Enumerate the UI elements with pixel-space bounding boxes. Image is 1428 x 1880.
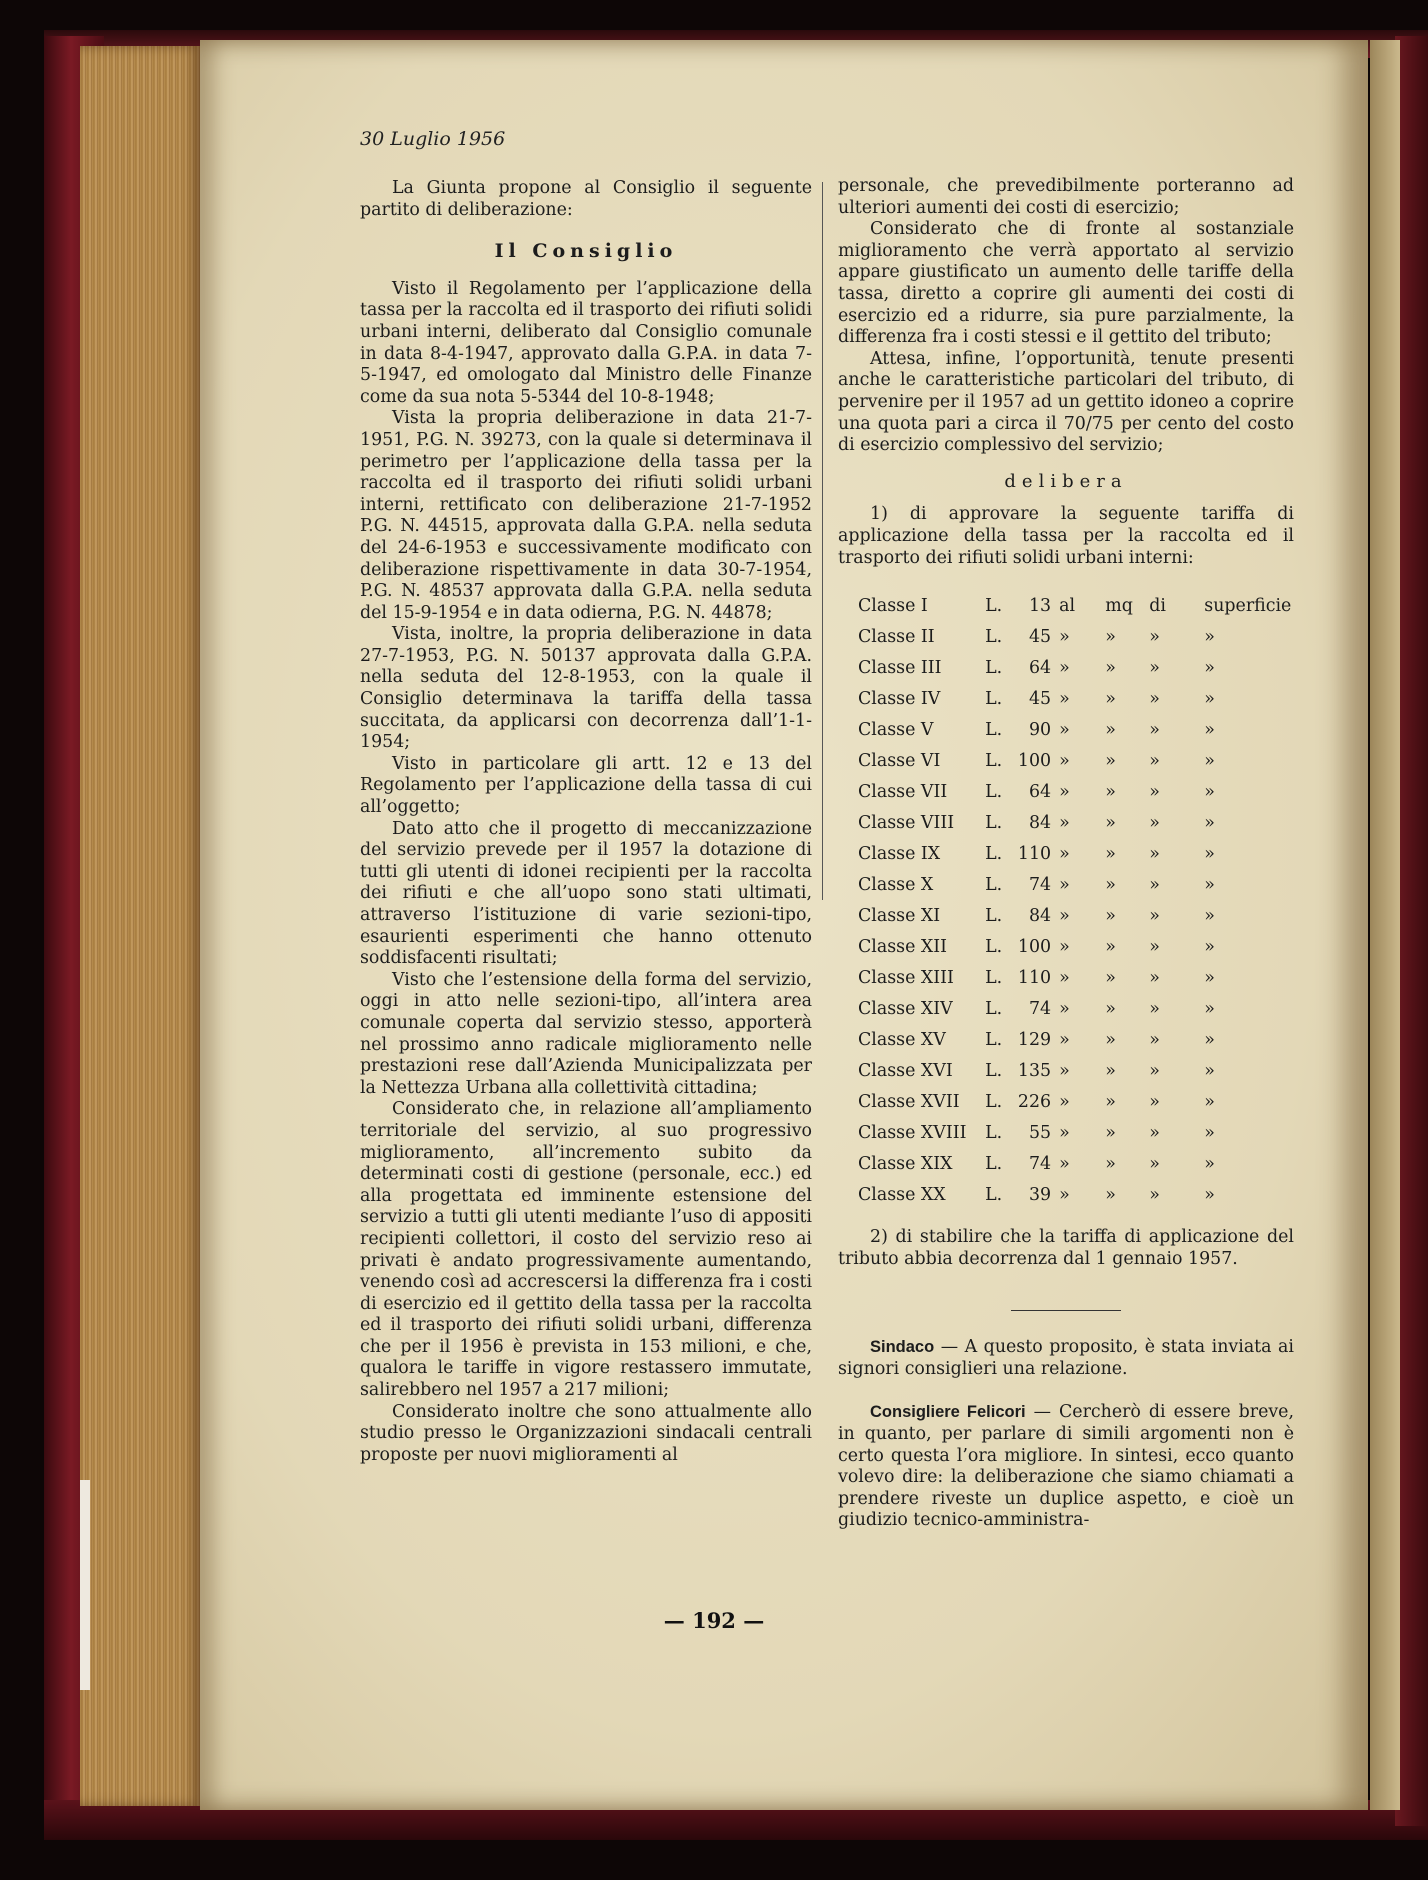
tariff-amount-cell: 74 xyxy=(1028,874,1052,895)
tariff-row xyxy=(858,1149,1294,1180)
page-number: — 192 — xyxy=(663,1608,765,1633)
tariff-c4-cell: » xyxy=(1204,812,1215,833)
tariff-c3-cell: » xyxy=(1149,936,1160,957)
tariff-l-cell: L. xyxy=(985,1029,1003,1050)
tariff-amount-cell: 84 xyxy=(1028,905,1052,926)
tariff-l-cell: L. xyxy=(985,750,1003,771)
paragraph: Visto il Regolamento per l’applicazione della tassa per la raccolta ed il trasporto dei rifiuti solidi urbani interni, deliberato dal Consiglio comunale in data 8-4-1947, approvato dalla G.P.A. in data 7-5-1947, ed omologato dal Ministro delle Finanze come da sua nota 5-5344 del 10-8-1948; xyxy=(360,278,812,407)
tariff-c4-cell: » xyxy=(1204,905,1215,926)
tariff-classe-cell: Classe XVII xyxy=(858,1091,960,1112)
point-1: 1) di approvare la seguente tariffa di applicazione della tassa per la raccolta ed il trasporto dei rifiuti solidi urbani interni: xyxy=(838,504,1294,568)
tariff-c2-cell: » xyxy=(1105,1060,1116,1081)
tariff-c1-cell: » xyxy=(1059,1153,1070,1174)
tariff-amount-cell: 84 xyxy=(1028,812,1052,833)
tariff-row xyxy=(858,1025,1294,1056)
tariff-row xyxy=(858,1118,1294,1149)
tariff-c1-cell: » xyxy=(1059,688,1070,709)
tariff-classe-cell: Classe II xyxy=(858,626,935,647)
tariff-c1-cell: » xyxy=(1059,719,1070,740)
tariff-c3-cell: » xyxy=(1149,1184,1160,1205)
paragraph: Vista la propria deliberazione in data 21-7-1951, P.G. N. 39273, con la quale si determinava il perimetro per l’applicazione della tassa per la raccolta ed il trasporto dei rifiuti solidi urbani interni, rettificato con deliberazione 21-7-1952 P.G. N. 44515, approvata dalla G.P.A. nella seduta del 24-6-1953 e successivamente modificato con deliberazione rispettivamente in data 30-7-1954, P.G. N. 48537 approvata dalla G.P.A. nella seduta del 15-9-1954 e in data odierna, P.G. N. 44878; xyxy=(360,408,812,623)
tariff-amount-cell: 226 xyxy=(1017,1091,1052,1112)
tariff-c3-cell: » xyxy=(1149,719,1160,740)
tariff-c1-cell: » xyxy=(1059,998,1070,1019)
tariff-l-cell: L. xyxy=(985,1184,1003,1205)
tariff-c2-cell: » xyxy=(1105,936,1116,957)
tariff-c3-cell: » xyxy=(1149,1153,1160,1174)
tariff-l-cell: L. xyxy=(985,719,1003,740)
tariff-l-cell: L. xyxy=(985,1122,1003,1143)
paragraph: Considerato che, in relazione all’ampliamento territoriale del servizio, al suo progressivo miglioramento, all’incremento subito da determinati costi di gestione (personale, ecc.) ed alla progettata ed imminente estensione del servizio a tutti gli utenti mediante l’uso di appositi recipienti collettori, il costo del servizio reso ai privati è andato progressivamente aumentando, venendo così ad accrescersi la differenza fra i costi di esercizio ed il gettito della tassa per la raccolta ed il trasporto dei rifiuti solidi urbani, differenza che per il 1956 è prevista in 153 milioni, e che, qualora le tariffe in vigore restassero immutate, salirebbero nel 1957 a 217 milioni; xyxy=(360,1099,813,1401)
tariff-l-cell: L. xyxy=(985,905,1003,926)
tariff-classe-cell: Classe VII xyxy=(858,781,948,802)
tariff-classe-cell: Classe XIV xyxy=(858,998,953,1019)
tariff-c3-cell: » xyxy=(1149,750,1160,771)
tariff-row xyxy=(858,777,1294,808)
speech-felicori xyxy=(838,1402,1294,1532)
tariff-l-cell: L. xyxy=(985,874,1003,895)
tariff-row xyxy=(858,746,1294,777)
separator-line xyxy=(1011,1310,1121,1311)
tariff-c2-cell: » xyxy=(1105,719,1116,740)
tariff-c4-cell: superficie xyxy=(1204,595,1292,616)
tariff-amount-cell: 64 xyxy=(1028,657,1052,678)
tariff-c1-cell: » xyxy=(1059,967,1070,988)
tariff-c2-cell: » xyxy=(1105,1091,1116,1112)
tariff-c3-cell: » xyxy=(1149,905,1160,926)
tariff-row xyxy=(858,1056,1294,1087)
tariff-amount-cell: 110 xyxy=(1017,967,1052,988)
tariff-l-cell: L. xyxy=(985,936,1003,957)
tariff-row xyxy=(858,932,1294,963)
tariff-classe-cell: Classe VI xyxy=(858,750,941,771)
tariff-classe-cell: Classe I xyxy=(858,595,928,616)
tariff-c2-cell: » xyxy=(1105,998,1116,1019)
speech-sindaco xyxy=(838,1337,1294,1380)
tariff-l-cell: L. xyxy=(985,688,1003,709)
tariff-c2-cell: » xyxy=(1105,688,1116,709)
tariff-classe-cell: Classe XX xyxy=(858,1184,946,1205)
tariff-c4-cell: » xyxy=(1204,750,1215,771)
paragraph: Considerato inoltre che sono attualmente allo studio presso le Organizzazioni sindacali centrali proposte per nuovi miglioramenti al xyxy=(360,1401,812,1465)
tariff-c2-cell: » xyxy=(1105,812,1116,833)
tariff-classe-cell: Classe XV xyxy=(858,1029,946,1050)
tariff-c4-cell: » xyxy=(1204,874,1215,895)
tariff-classe-cell: Classe III xyxy=(858,657,942,678)
tariff-c2-cell: » xyxy=(1105,1153,1116,1174)
tariff-c1-cell: » xyxy=(1059,1184,1070,1205)
tariff-c3-cell: » xyxy=(1149,688,1160,709)
tariff-l-cell: L. xyxy=(985,998,1003,1019)
tariff-c3-cell: » xyxy=(1149,998,1160,1019)
tariff-l-cell: L. xyxy=(985,595,1003,616)
paragraph: personale, che prevedibilmente porteranno ad ulteriori aumenti dei costi di esercizio; xyxy=(838,176,1294,218)
tariff-c3-cell: » xyxy=(1149,1029,1160,1050)
tariff-c1-cell: al xyxy=(1059,595,1076,616)
tariff-row xyxy=(858,963,1294,994)
tariff-l-cell: L. xyxy=(985,1091,1003,1112)
tariff-l-cell: L. xyxy=(985,843,1003,864)
paragraph: Visto in particolare gli artt. 12 e 13 del Regolamento per l’applicazione della tassa di cui all’oggetto; xyxy=(360,753,812,818)
tariff-c2-cell: » xyxy=(1105,626,1116,647)
tariff-amount-cell: 74 xyxy=(1028,998,1052,1019)
tariff-classe-cell: Classe XVIII xyxy=(858,1122,967,1143)
tariff-c3-cell: » xyxy=(1149,1091,1160,1112)
tariff-c1-cell: » xyxy=(1059,781,1070,802)
tariff-c4-cell: » xyxy=(1204,1122,1215,1143)
tariff-classe-cell: Classe XVI xyxy=(858,1060,953,1081)
tariff-c3-cell: » xyxy=(1149,967,1160,988)
tariff-c4-cell: » xyxy=(1204,1184,1215,1205)
tariff-amount-cell: 45 xyxy=(1028,626,1052,647)
tariff-amount-cell: 45 xyxy=(1028,688,1052,709)
tariff-c4-cell: » xyxy=(1204,1029,1215,1050)
tariff-row xyxy=(858,808,1294,839)
tariff-l-cell: L. xyxy=(985,626,1003,647)
tariff-row xyxy=(858,1180,1294,1211)
tariff-classe-cell: Classe X xyxy=(858,874,934,895)
tariff-row xyxy=(858,870,1294,901)
right-column xyxy=(838,176,1294,1532)
tariff-c4-cell: » xyxy=(1204,626,1215,647)
tariff-l-cell: L. xyxy=(985,812,1003,833)
tariff-c2-cell: » xyxy=(1105,1122,1116,1143)
tariff-classe-cell: Classe V xyxy=(858,719,934,740)
tariff-c1-cell: » xyxy=(1059,657,1070,678)
tariff-c3-cell: » xyxy=(1149,812,1160,833)
tariff-c2-cell: mq xyxy=(1105,595,1133,616)
tariff-c1-cell: » xyxy=(1059,812,1070,833)
tariff-row xyxy=(858,839,1294,870)
consiglio-heading: Il Consiglio xyxy=(494,240,678,263)
tariff-table xyxy=(858,591,1294,1211)
tariff-c3-cell: » xyxy=(1149,874,1160,895)
tariff-c3-cell: » xyxy=(1149,781,1160,802)
tariff-c3-cell: » xyxy=(1149,843,1160,864)
tariff-c4-cell: » xyxy=(1204,781,1215,802)
tariff-c2-cell: » xyxy=(1105,1184,1116,1205)
header-date: 30 Luglio 1956 xyxy=(360,128,506,150)
tariff-amount-cell: 100 xyxy=(1017,936,1052,957)
tariff-c2-cell: » xyxy=(1105,843,1116,864)
paragraph: Considerato che di fronte al sostanziale miglioramento che verrà apportato al servizio appare giustificato un aumento delle tariffe della tassa, diretto a coprire gli aumenti dei costi di esercizio ed a ridurre, sia pure parzialmente, la differenza fra i costi stessi e il gettito del tributo; xyxy=(838,219,1294,348)
tariff-c1-cell: » xyxy=(1059,1091,1070,1112)
tariff-amount-cell: 90 xyxy=(1028,719,1052,740)
page-edges xyxy=(80,46,202,1806)
tariff-l-cell: L. xyxy=(985,657,1003,678)
tariff-c2-cell: » xyxy=(1105,967,1116,988)
paper-tab xyxy=(80,1480,90,1690)
tariff-table-body xyxy=(858,591,1294,1211)
tariff-c3-cell: » xyxy=(1149,1122,1160,1143)
tariff-c4-cell: » xyxy=(1204,719,1215,740)
tariff-c2-cell: » xyxy=(1105,874,1116,895)
paragraph: Attesa, infine, l’opportunità, tenute presenti anche le caratteristiche particolari del tributo, di pervenire per il 1957 ad un gettito idoneo a coprire una quota pari a circa il 70/75 per cento del costo di esercizio complessivo del servizio; xyxy=(838,348,1294,456)
tariff-c1-cell: » xyxy=(1059,626,1070,647)
paragraph: Vista, inoltre, la propria deliberazione in data 27-7-1953, P.G. N. 50137 approvata dalla G.P.A. nella seduta del 12-8-1953, con la quale il Consiglio determinava la tariffa della tassa succitata, da applicarsi con decorrenza dall’1-1-1954; xyxy=(360,624,812,753)
tariff-c2-cell: » xyxy=(1105,1029,1116,1050)
tariff-row xyxy=(858,591,1294,622)
tariff-row xyxy=(858,715,1294,746)
tariff-amount-cell: 64 xyxy=(1028,781,1052,802)
tariff-row xyxy=(858,653,1294,684)
tariff-l-cell: L. xyxy=(985,781,1003,802)
tariff-c1-cell: » xyxy=(1059,1029,1070,1050)
tariff-c2-cell: » xyxy=(1105,781,1116,802)
tariff-c4-cell: » xyxy=(1204,1060,1215,1081)
tariff-c4-cell: » xyxy=(1204,998,1215,1019)
tariff-c3-cell: » xyxy=(1149,657,1160,678)
tariff-c4-cell: » xyxy=(1204,1153,1215,1174)
point-2: 2) di stabilire che la tariffa di applicazione del tributo abbia decorrenza dal 1 gennaio 1957. xyxy=(838,1227,1294,1269)
tariff-c3-cell: di xyxy=(1149,595,1166,616)
intro-paragraph: La Giunta propone al Consiglio il seguente partito di deliberazione: xyxy=(360,178,812,220)
tariff-row xyxy=(858,684,1294,715)
tariff-c2-cell: » xyxy=(1105,750,1116,771)
tariff-classe-cell: Classe IX xyxy=(858,843,941,864)
tariff-amount-cell: 55 xyxy=(1028,1122,1052,1143)
tariff-row xyxy=(858,994,1294,1025)
tariff-c2-cell: » xyxy=(1105,905,1116,926)
paragraph: Dato atto che il progetto di meccanizzazione del servizio prevede per il 1957 la dotazione di tutti gli utenti di idonei recipienti per la raccolta dei rifiuti e che all’uopo sono stati ultimati, attraverso l’istituzione di varie sezioni-tipo, esaurienti esperimenti che hanno ottenuto soddisfacenti risultati; xyxy=(360,818,812,969)
speech-text: — A questo proposito, è stata inviata ai signori consiglieri una relazione. xyxy=(838,1337,1294,1379)
tariff-c4-cell: » xyxy=(1204,688,1215,709)
left-column xyxy=(360,178,812,1466)
delibera-heading: delibera xyxy=(1004,470,1128,492)
tariff-c1-cell: » xyxy=(1059,750,1070,771)
tariff-classe-cell: Classe IV xyxy=(858,688,941,709)
next-page-edge xyxy=(1370,40,1400,1810)
tariff-row xyxy=(858,1087,1294,1118)
tariff-row xyxy=(858,622,1294,653)
tariff-c4-cell: » xyxy=(1204,657,1215,678)
tariff-c1-cell: » xyxy=(1059,936,1070,957)
tariff-classe-cell: Classe XIII xyxy=(858,967,954,988)
tariff-amount-cell: 110 xyxy=(1017,843,1052,864)
column-divider xyxy=(822,182,823,900)
tariff-classe-cell: Classe XIX xyxy=(858,1153,953,1174)
tariff-l-cell: L. xyxy=(985,967,1003,988)
tariff-c3-cell: » xyxy=(1149,1060,1160,1081)
tariff-c3-cell: » xyxy=(1149,626,1160,647)
tariff-amount-cell: 129 xyxy=(1017,1029,1052,1050)
speaker-name: Sindaco xyxy=(870,1338,935,1357)
tariff-c4-cell: » xyxy=(1204,936,1215,957)
speaker-name: Consigliere Felicori xyxy=(870,1403,1026,1422)
tariff-c1-cell: » xyxy=(1059,843,1070,864)
paragraph: Visto che l’estensione della forma del servizio, oggi in atto nelle sezioni-tipo, all’intera area comunale coperta dal servizio stesso, apporterà nel prossimo anno radicale miglioramento nelle prestazioni rese dall’Azienda Municipalizzata per la Nettezza Urbana alla collettività cittadina; xyxy=(360,969,812,1098)
tariff-c2-cell: » xyxy=(1105,657,1116,678)
tariff-c4-cell: » xyxy=(1204,967,1215,988)
tariff-amount-cell: 100 xyxy=(1017,750,1052,771)
tariff-c1-cell: » xyxy=(1059,905,1070,926)
speech-text: — Cercherò di essere breve, in quanto, per parlare di simili argomenti non è certo questa l’ora migliore. In sintesi, ecco quanto volevo dire: la deliberazione che siamo chiamati a prendere riveste un duplice aspetto, e cioè un giudizio tecnico-amministra- xyxy=(838,1402,1295,1531)
tariff-amount-cell: 74 xyxy=(1028,1153,1052,1174)
tariff-classe-cell: Classe XII xyxy=(858,936,948,957)
tariff-c1-cell: » xyxy=(1059,1060,1070,1081)
tariff-amount-cell: 13 xyxy=(1028,595,1052,616)
tariff-c4-cell: » xyxy=(1204,843,1215,864)
tariff-amount-cell: 39 xyxy=(1028,1184,1052,1205)
tariff-c1-cell: » xyxy=(1059,874,1070,895)
tariff-classe-cell: Classe VIII xyxy=(858,812,955,833)
tariff-l-cell: L. xyxy=(985,1153,1003,1174)
tariff-classe-cell: Classe XI xyxy=(858,905,941,926)
tariff-c1-cell: » xyxy=(1059,1122,1070,1143)
tariff-amount-cell: 135 xyxy=(1017,1060,1052,1081)
tariff-row xyxy=(858,901,1294,932)
tariff-c4-cell: » xyxy=(1204,1091,1215,1112)
tariff-l-cell: L. xyxy=(985,1060,1003,1081)
